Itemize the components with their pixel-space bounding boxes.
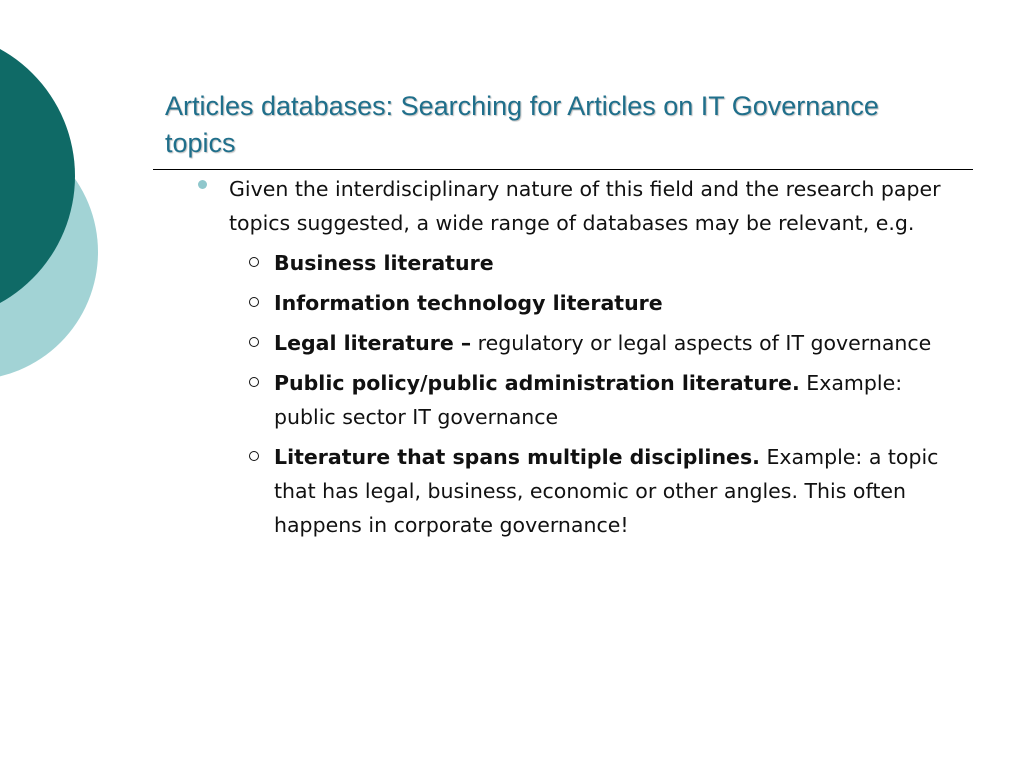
bullet-dot-icon [198,180,207,189]
hollow-circle-bullet-icon [249,257,259,267]
sub-bullet-text: Example: a topic that has legal, business, economic or other angles. This often happens in corporate governance! [274,445,939,537]
sub-bullet-text: regulatory or legal aspects of IT governance [471,331,932,355]
slide-title: Articles databases: Searching for Articles on IT Governance topics [165,91,879,158]
title-divider [153,169,973,170]
sub-bullet-list [195,246,965,542]
sub-bullet-business [195,246,965,280]
sub-bullet-it [195,286,965,320]
slide-content [195,172,965,548]
sub-bullet-bold: Legal literature – [274,331,472,355]
hollow-circle-bullet-icon [249,451,259,461]
sub-bullet-public-policy [195,366,965,434]
hollow-circle-bullet-icon [249,297,259,307]
sub-bullet-bold: Information technology literature [274,291,663,315]
sub-bullet-bold: Public policy/public administration literature. [274,371,800,395]
hollow-circle-bullet-icon [249,337,259,347]
main-bullet-text: Given the interdisciplinary nature of this field and the research paper topics suggested, a wide range of databases may be relevant, e.g. [229,177,941,235]
sub-bullet-bold: Business literature [274,251,494,275]
sub-bullet-bold: Literature that spans multiple disciplines. [274,445,760,469]
main-bullet [195,172,965,240]
decorative-circles [0,0,110,410]
sub-bullet-multidisciplinary [195,440,965,542]
hollow-circle-bullet-icon [249,377,259,387]
sub-bullet-legal [195,326,965,360]
sub-bullet-text: Example: public sector IT governance [274,371,903,429]
